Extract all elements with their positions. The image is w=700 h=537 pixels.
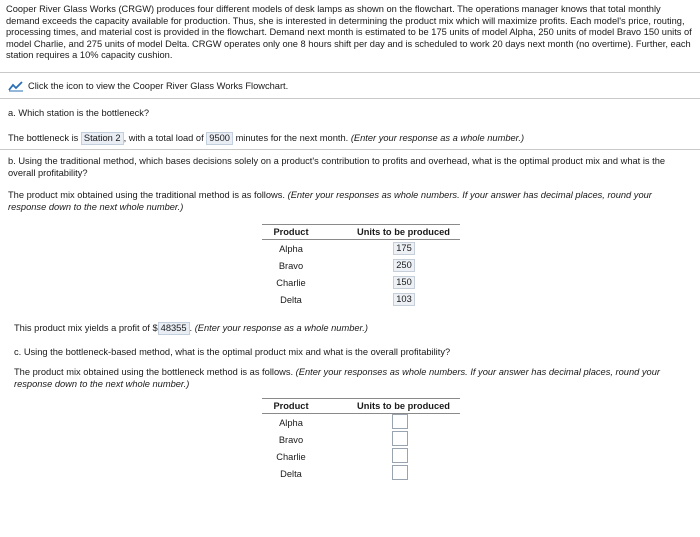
units-input[interactable] [392,414,408,429]
statement-c [14,367,678,390]
statement-b-text: The product mix obtained using the traditional method is as follows. [8,190,285,200]
statement-c-hint: (Enter your responses as whole numbers. If your answer has decimal places, round your response down to the next whole number.) [14,367,660,389]
product-name: Delta [280,468,302,479]
divider [0,98,700,99]
col-product: Product [262,399,320,414]
product-name: Charlie [276,451,306,462]
question-a: a. Which station is the bottleneck? [8,108,150,118]
product-name: Delta [280,294,302,305]
units-field[interactable]: 175 [393,242,415,255]
product-name: Bravo [278,434,304,445]
table-row [262,257,460,274]
total-load-field[interactable]: 9500 [206,132,233,145]
col-product: Product [262,225,320,240]
answer-a-suffix: minutes for the next month. [235,133,349,143]
units-input[interactable] [392,431,408,446]
statement-b-hint: (Enter your responses as whole numbers. If your answer has decimal places, round your response down to the next whole number.) [8,190,652,212]
units-field[interactable]: 103 [393,293,415,306]
divider [0,149,700,150]
question-c: c. Using the bottleneck-based method, what is the optimal product mix and what is the overall profitability? [14,347,451,357]
problem-intro: Cooper River Glass Works (CRGW) produces four different models of desk lamps as shown on the flowchart. The operations manager knows that total monthly demand exceeds the capacity available for production. Thus, she is interested in determining the product mix which will maximize profits. Each model's price, routing, processing times, and material cost is provided in the flowchart. Demand next month is estimated to be 175 units of model Alpha, 250 units of model Bravo 150 units of model Charlie, and 275 units of model Delta. CRGW operates only one 8 hours shift per day and is scheduled to work 20 days next month (no overtime). Further, each station requires a 10% capacity cushion. [6,4,692,61]
table-row [262,431,460,448]
statement-c-text: The product mix obtained using the bottleneck method is as follows. [14,367,294,377]
table-row [262,240,460,258]
answer-a-hint: (Enter your response as a whole number.) [350,133,525,143]
flowchart-link-text[interactable]: Click the icon to view the Cooper River Glass Works Flowchart. [28,81,289,91]
profit-line: This product mix yields a profit of $ 48355 . (Enter your response as a whole number.) [14,323,368,333]
units-input[interactable] [392,465,408,480]
flowchart-link[interactable] [8,80,288,92]
product-name: Charlie [276,277,306,288]
table-row [262,274,460,291]
table-row [262,291,460,308]
product-name: Bravo [278,260,304,271]
answer-a-prefix: The bottleneck is [8,133,79,143]
question-b: b. Using the traditional method, which bases decisions solely on a product's contribution to profits and overhead, what is the optimal product mix and what is the overall profitability? [8,156,666,178]
bottleneck-station-field[interactable]: Station 2 [81,132,124,145]
units-input[interactable] [392,448,408,463]
divider [0,72,700,73]
profit-hint: (Enter your response as a whole number.) [194,323,368,333]
product-name: Alpha [279,417,303,428]
answer-a [8,132,524,145]
traditional-mix-table [262,224,460,308]
col-units: Units to be produced [320,399,460,414]
answer-a-middle: , with a total load of [123,133,204,143]
bottleneck-mix-table [262,398,460,482]
table-row [262,448,460,465]
units-field[interactable]: 150 [393,276,415,289]
product-name: Alpha [279,243,303,254]
statement-b [8,190,678,213]
col-units: Units to be produced [320,225,460,240]
units-field[interactable]: 250 [393,259,415,272]
profit-field[interactable]: 48355 [158,322,190,335]
profit-prefix: This product mix yields a profit of $ [14,323,158,333]
table-row [262,414,460,432]
chart-icon[interactable] [8,80,24,92]
table-row [262,465,460,482]
